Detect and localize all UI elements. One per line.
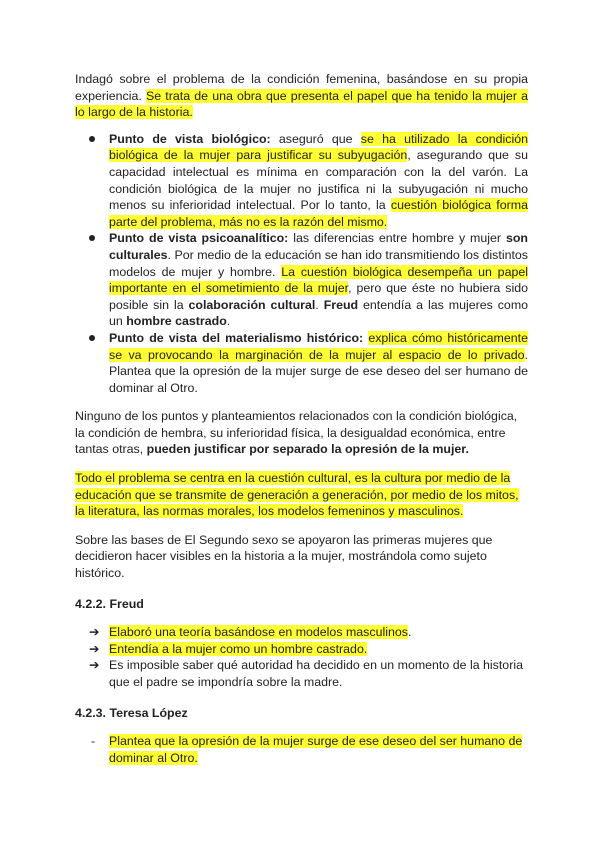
paragraph-ninguno [75,408,528,458]
bullet-text: aseguró que [270,131,361,146]
list-item-text: . [407,625,412,640]
intro-paragraph [75,71,528,121]
arrow-right-icon: ➔ [89,641,100,656]
list-item-highlight: Entendía a la mujer como un hombre castrado. [109,641,368,656]
bullet-text: . [226,314,231,329]
bullet-dot-icon [89,235,95,241]
list-item-psicoanalitico [75,230,528,330]
bullet-bold: son culturales [109,231,528,262]
list-item [75,641,528,658]
spacer [75,520,528,532]
list-item-materialismo [75,330,528,396]
bullet-dot-icon [89,335,95,341]
paragraph-highlight: Todo el problema se centra en la cuestión cultural, es la cultura por medio de la educación que se transmite de generación a generación, por medio de los mitos, la literatura, las normas morales, los modelos femeninos y masculinos. [75,471,519,519]
heading-teresa-lopez: 4.2.3. Teresa López [75,705,188,720]
bullet-title: Punto de vista biológico: [109,131,271,146]
bullet-title: Punto de vista psicoanalítico: [109,231,289,246]
list-item [75,657,528,690]
intro-highlight: Se trata de una obra que presenta el papel que ha tenido la mujer a lo largo de la historia. [75,88,528,120]
paragraph-bold: pueden justificar por separado la opresión de la mujer. [146,442,469,457]
bullet-text: las diferencias entre hombre y mujer [288,231,506,246]
bullet-text: entendía a las mujeres como un [109,297,529,329]
arrow-right-icon: ➔ [89,625,100,640]
bullet-text: . [315,297,324,312]
spacer [75,691,528,705]
list-item-highlight: Plantea que la opresión de la mujer surge de ese deseo del ser humano de dominar al Otro. [109,734,523,765]
list-item-biologico [75,131,528,231]
heading-freud: 4.2.2. Freud [75,596,144,611]
viewpoints-list [75,131,528,397]
bullet-bold: colaboración cultural [188,297,316,312]
teresa-list [75,733,528,766]
spacer [75,396,528,408]
spacer [75,458,528,470]
bullet-highlight: explica cómo históricamente se va provocando la marginación de la mujer al espacio de lo privado [109,330,528,362]
list-item-text: Es imposible saber qué autoridad ha decidido en un momento de la historia que el padre se impondría sobre la madre. [109,658,523,689]
bullet-title: Punto de vista del materialismo histórico: [109,330,364,345]
intro-text: Indagó sobre el problema de la condición femenina, basándose en su propia experiencia. [75,72,528,103]
paragraph-cultura [75,470,528,520]
bullet-text: , pero que éste no hubiera sido posible sin la [109,281,528,312]
bullet-bold: hombre castrado [126,314,227,329]
bullet-highlight: La cuestión biológica desempeña un papel importante en el sometimiento de la mujer [109,264,528,296]
bullet-highlight: cuestión biológica forma parte del problema, más no es la razón del mismo. [109,198,528,229]
spacer [75,612,528,624]
arrow-right-icon: ➔ [89,658,100,673]
bullet-text: . Por medio de la educación se han ido transmitiendo los distintos modelos de mujer y hombre. [109,247,528,279]
list-item [75,733,528,766]
bullet-dot-icon [89,136,95,142]
bullet-text: , asegurando que su capacidad intelectual es mínima en comparación con la del varón. La condición biológica de la mujer no justifica ni la subyugación ni mucho menos su inferioridad intelectual. Por lo tanto, la [109,148,528,213]
dash-bullet-icon: - [91,734,96,749]
list-item-highlight: Elaboró una teoría basándose en modelos masculinos [109,625,408,640]
bullet-text: . Plantea que la opresión de la mujer surge de ese deseo del ser humano de dominar al Otro. [109,347,528,395]
paragraph-text: Ninguno de los puntos y planteamientos relacionados con la condición biológica, la condición de hembra, su inferioridad física, la desigualdad económica, entre tantas otras, [75,409,518,457]
paragraph-segundo-sexo: Sobre las bases de El Segundo sexo se apoyaron las primeras mujeres que decidieron hacer visibles en la historia a la mujer, mostrándola como sujeto histórico. [75,532,493,581]
list-item [75,624,528,641]
bullet-highlight: se ha utilizado la condición biológica de la mujer para justificar su subyugación [109,131,528,163]
freud-list [75,624,528,690]
document-page [75,71,528,766]
spacer [75,721,528,733]
spacer [75,582,528,596]
bullet-bold: Freud [323,297,359,312]
